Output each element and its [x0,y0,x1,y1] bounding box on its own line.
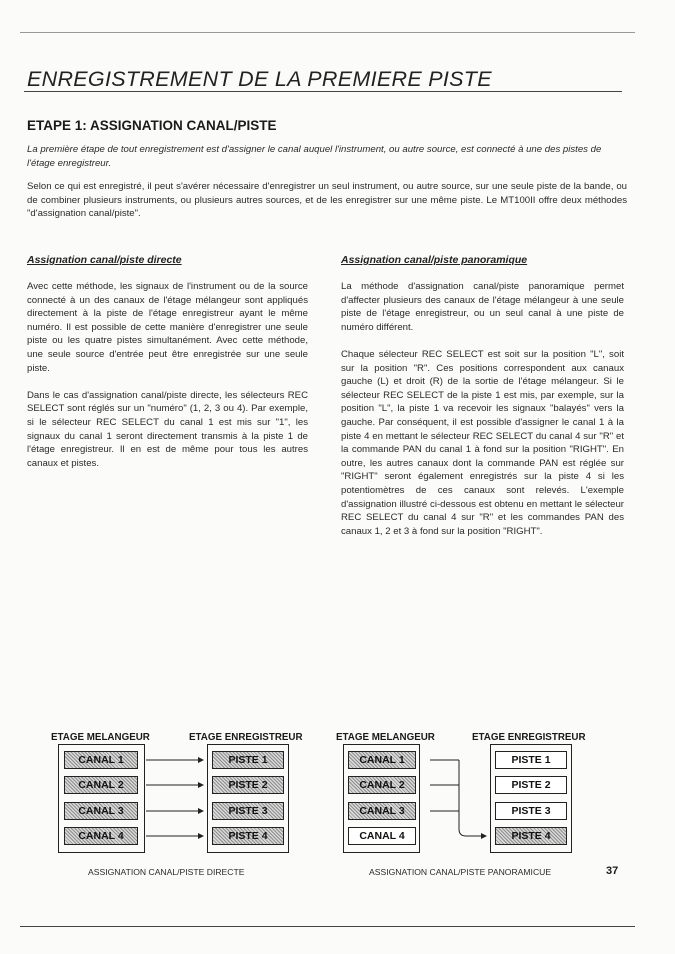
pan-track-4: PISTE 4 [495,827,567,845]
pan-track-2: PISTE 2 [495,776,567,794]
step-heading: ETAPE 1: ASSIGNATION CANAL/PISTE [27,118,277,133]
panoramic-assignment-heading: Assignation canal/piste panoramique [341,254,528,266]
intro-paragraph: Selon ce qui est enregistré, il peut s'avérer nécessaire d'enregistrer un seul instrument, ou autre source, sur une seule piste de la bande, ou de combiner plusieurs instruments, ou plusieurs autres sources, et de les enregistrer sur une même piste. Le MT100II offre deux méthodes "d'assignation canal/piste". [27,181,627,220]
direct-channel-3: CANAL 3 [64,802,138,820]
pan-caption: ASSIGNATION CANAL/PISTE PANORAMICUE [369,867,552,877]
direct-track-2: PISTE 2 [212,776,284,794]
direct-track-4: PISTE 4 [212,827,284,845]
pan-channel-2: CANAL 2 [348,776,416,794]
pan-track-1: PISTE 1 [495,751,567,769]
direct-recorder-heading: ETAGE ENREGISTREUR [189,732,303,743]
pan-channel-3: CANAL 3 [348,802,416,820]
page-number: 37 [606,865,619,877]
paragraph: La méthode d'assignation canal/piste panoramique permet d'affecter plusieurs des canaux de l'étage mélangeur à une seule piste de l'étage enregistreur, ou un seul canal à une piste de numéro différent. [341,281,624,333]
direct-assignment-heading: Assignation canal/piste directe [27,254,182,266]
paragraph: Avec cette méthode, les signaux de l'instrument ou de la source connecté à un des canaux de l'étage mélangeur sont appliqués directement à la piste de l'étage enregistreur ayant le même numéro. Il est possible de cette manière d'enregistrer une seule piste ou les quatre pistes simultanément. Avec cette méthode, une seule source d'entrée peut être enregistrée sur une seule piste. [27,281,308,374]
direct-caption: ASSIGNATION CANAL/PISTE DIRECTE [88,867,245,877]
page-title: ENREGISTREMENT DE LA PREMIERE PISTE [27,67,492,91]
paragraph: Chaque sélecteur REC SELECT est soit sur la position "L", soit sur la position "R". Ces positions correspondent aux canaux gauche (L) et droit (R) de la sortie de l'étage mélangeur. Si le sélecteur REC SELECT de la piste 1 est mis, par exemple, sur la position "L", la piste 1 va recevoir les signaux "balayés" vers la gauche. Par conséquent, il est possible d'assigner le canal 1 à la piste 4 en mettant le sélecteur REC SELECT du canal 4 sur "R" et la commande PAN du canal 1 à fond sur la position "RIGHT". En outre, les autres canaux dont la commande PAN est réglée sur "RIGHT" seront également enregistrés sur la piste 4 si les potentiomètres de ces canaux sont relevés. L'exemple d'assignation illustré ci-dessous est obtenu en mettant le sélecteur REC SELECT du canal 4 sur "R" et les commandes PAN des canaux 1, 2 et 3 à fond sur la position "RIGHT". [341,348,624,537]
direct-channel-1: CANAL 1 [64,751,138,769]
pan-channel-1: CANAL 1 [348,751,416,769]
paragraph: Dans le cas d'assignation canal/piste directe, les sélecteurs REC SELECT sont réglés sur un "numéro" (1, 2, 3 ou 4). Par exemple, si le sélecteur REC SELECT du canal 1 est mis sur "1", les signaux du canal 1 seront directement transmis à la piste 1 de l'étage enregistreur. Il en est de même pour tous les autres canaux et pistes. [27,389,308,469]
pan-recorder-heading: ETAGE ENREGISTREUR [472,732,586,743]
pan-track-3: PISTE 3 [495,802,567,820]
pan-arrow [459,829,486,836]
direct-track-1: PISTE 1 [212,751,284,769]
direct-mixer-heading: ETAGE MELANGEUR [51,732,150,743]
direct-channel-2: CANAL 2 [64,776,138,794]
pan-channel-4: CANAL 4 [348,827,416,845]
direct-channel-4: CANAL 4 [64,827,138,845]
intro-italic: La première étape de tout enregistrement est d'assigner le canal auquel l'instrument, ou autre source, est connecté à une des pistes de l'étage enregistreur. [27,144,602,169]
direct-track-3: PISTE 3 [212,802,284,820]
pan-mixer-heading: ETAGE MELANGEUR [336,732,435,743]
